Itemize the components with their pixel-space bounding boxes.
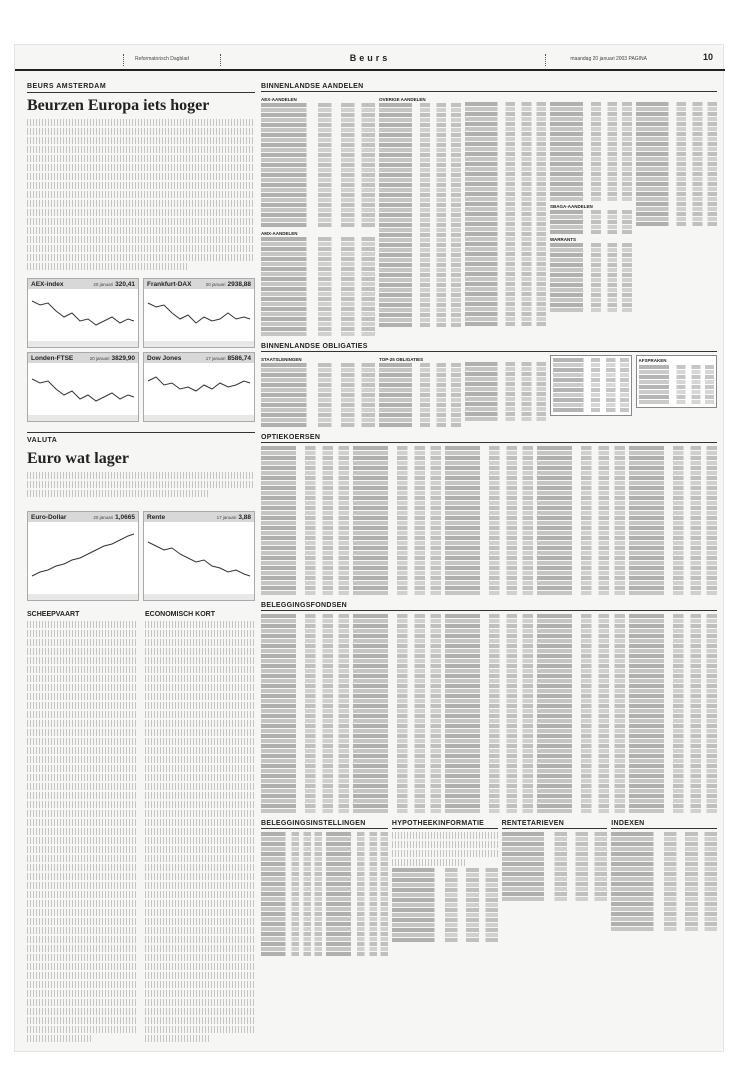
top25-table [379,363,460,427]
chart-title: Frankfurt-DAX [147,280,192,288]
section-indexen: INDEXEN [611,820,717,829]
fondsen-tables [261,614,717,814]
overige-table-cont2 [550,102,631,201]
indexen-table [611,832,717,931]
rentetarieven-table [502,832,608,901]
chart-rente [143,511,255,601]
chart-title: AEX-index [31,280,64,288]
chart-title: Euro-Dollar [31,513,67,521]
section-aandelen: BINNENLANDSE AANDELEN [261,83,717,92]
obligaties-table-cont [465,362,546,421]
overige-table-cont3 [636,102,717,226]
scheepvaart-body [27,621,137,1042]
valuta-kicker: VALUTA [27,437,58,444]
section-hypotheek: HYPOTHEEKINFORMATIE [392,820,498,829]
chart-line [30,365,136,415]
optie-col [537,446,625,595]
section-renta: RENTETARIEVEN [502,820,608,829]
subhead-aex: AEX-AANDELEN [261,97,297,102]
chart-value: 3,88 [238,513,251,521]
economisch-kort-body [145,621,255,1042]
valuta-headline: Euro wat lager [27,450,129,467]
chart-value: 2938,88 [227,280,251,288]
chart-dax [143,278,255,348]
instellingen-col [261,832,322,956]
section-title: Beurs [349,53,391,63]
chart-line [146,291,252,341]
section-fondsen: BELEGGINGSFONDSEN [261,602,717,611]
fondsen-col [445,614,533,813]
edition-date: maandag 20 januari 2003 PAGINA [570,56,647,62]
section-instellingen: BELEGGINGSINSTELLINGEN [261,820,388,829]
subhead-afspraken: AFSPRAKEN [638,358,667,363]
obligaties-tables [261,355,717,428]
valuta-article-body [27,472,255,497]
bottom-columns [27,611,255,1044]
overige-table-cont [465,102,546,326]
chart-line [146,524,252,594]
chart-title: Rente [147,513,166,521]
optie-col [261,446,349,595]
section-obligaties: BINNENLANDSE OBLIGATIES [261,343,717,352]
amx-table [261,237,375,336]
section-opties: OPTIEKOERSEN [261,434,717,443]
left-column [27,83,255,1044]
chart-date: 20 januari [93,514,114,520]
tables-area [261,83,717,957]
chart-line [30,524,136,594]
chart-ftse [27,352,139,422]
fondsen-col [629,614,717,813]
fondsen-col [537,614,625,813]
chart-date: 20 januari [93,281,114,287]
chart-value: 1,0665 [115,513,135,521]
masthead [15,53,725,71]
hypotheek-body [392,832,498,942]
chart-date: 17 januari [216,514,237,520]
chart-date: 20 januari [89,355,110,361]
subhead-ursula: SBAGA-AANDELEN [550,204,593,209]
beurs-article-body [27,119,255,270]
chart-euro-dollar [27,511,139,601]
newspaper-page [14,44,724,1052]
economisch-kort-head: ECONOMISCH KORT [145,611,215,618]
instellingen-col [326,832,387,956]
valuta-charts [27,511,255,601]
page-number: 10 [702,52,713,62]
beurs-headline: Beurzen Europa iets hoger [27,97,210,114]
chart-title: Londen-FTSE [31,354,74,362]
fondsen-col [353,614,441,813]
fondsen-col [261,614,349,813]
subhead-warrants: WARRANTS [550,237,577,242]
subhead-staat: STAATSLENINGEN [261,357,302,362]
chart-line [30,291,136,341]
aex-table [261,103,375,227]
aandelen-tables [261,95,717,337]
chart-aex [27,278,139,348]
subhead-amx: AMX-AANDELEN [261,231,298,236]
beurs-kicker: BEURS AMSTERDAM [27,83,107,90]
bottom-tables [261,820,717,957]
subhead-topvs: TOP-25 OBLIGATIES [379,357,424,362]
sbaga-table [550,210,631,234]
optie-tables [261,446,717,596]
chart-title: Dow Jones [147,354,182,362]
subhead-overige: OVERIGE AANDELEN [379,97,426,102]
optie-col [445,446,533,595]
paper-name: Reformatorisch Dagblad [135,56,189,62]
masthead-divider [545,54,547,66]
optie-col [629,446,717,595]
chart-value: 3829,90 [111,354,135,362]
warrants-table [550,243,631,312]
chart-date: 17 januari [205,355,226,361]
rates-box [550,355,631,416]
overige-table [379,103,460,327]
optie-col [353,446,441,595]
scheepvaart-head: SCHEEPVAART [27,611,80,618]
index-charts [27,278,255,422]
chart-value: 8586,74 [227,354,251,362]
chart-value: 320,41 [115,280,135,288]
staatsleningen-table [261,363,375,427]
afspraken-box [636,355,717,408]
chart-line [146,365,252,415]
chart-date: 20 januari [205,281,226,287]
chart-dowjones [143,352,255,422]
